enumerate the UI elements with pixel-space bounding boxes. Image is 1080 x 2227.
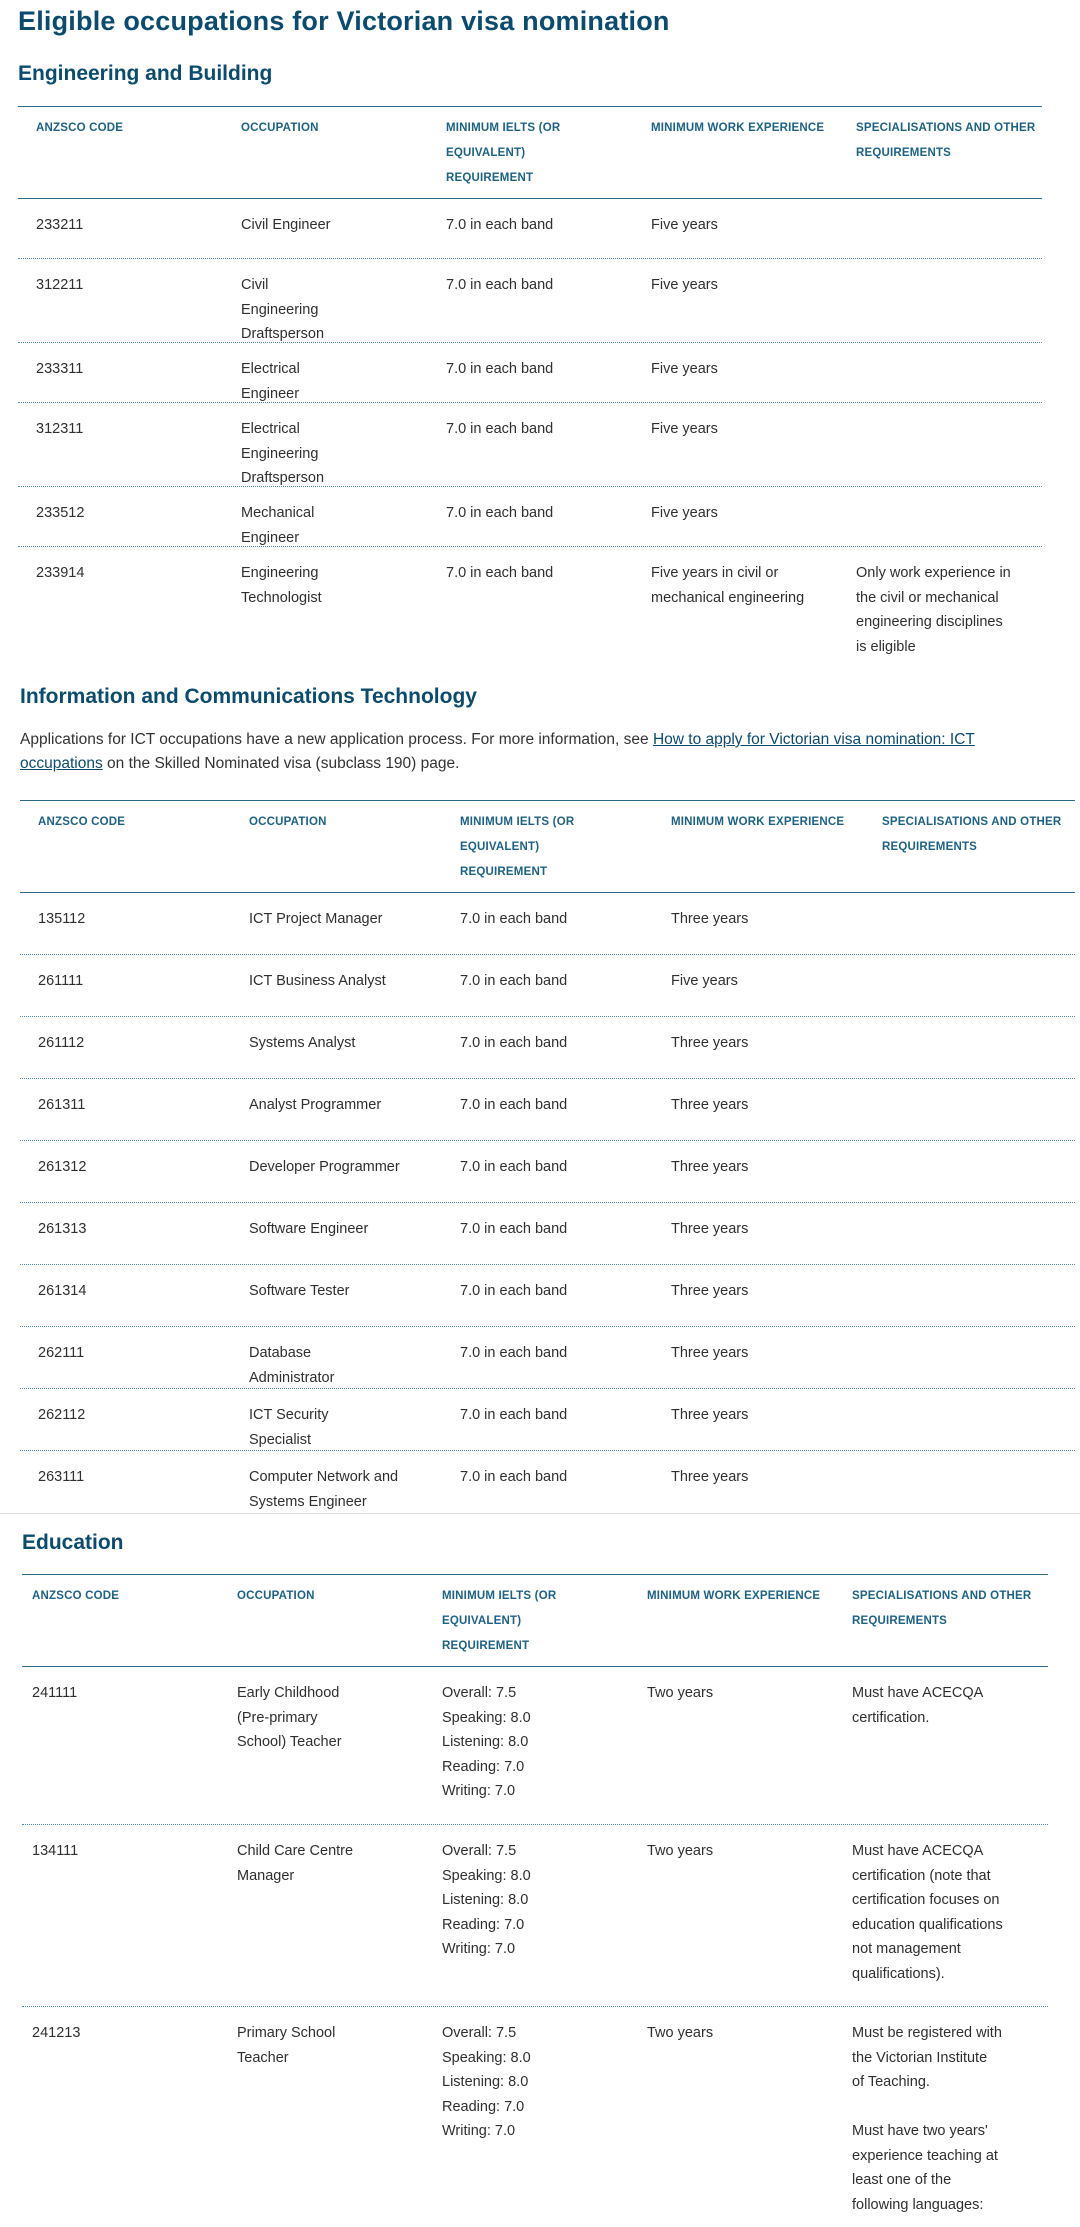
column-header: SPECIALISATIONS AND OTHER REQUIREMENTS xyxy=(882,816,1062,853)
ielts-requirement: 7.0 in each band xyxy=(460,1221,568,1237)
anzsco-code: 233311 xyxy=(36,361,84,377)
specialisations xyxy=(838,259,1042,342)
ielts-requirement: 7.0 in each band xyxy=(460,1407,568,1423)
ielts-requirement: Overall: 7.5 Speaking: 8.0 Listening: 8.0 Reading: 7.0 Writing: 7.0 xyxy=(442,1685,531,1799)
table-engineering xyxy=(18,106,1042,679)
specialisations xyxy=(864,1141,1075,1202)
table-row xyxy=(20,955,1075,1017)
column-header: MINIMUM WORK EXPERIENCE xyxy=(647,1590,821,1602)
work-experience: Three years xyxy=(671,1345,749,1361)
work-experience: Three years xyxy=(671,1221,749,1237)
specialisations xyxy=(864,1203,1075,1264)
specialisations xyxy=(864,1451,1075,1513)
section-education xyxy=(22,1531,124,1555)
occupation: Electrical Engineering Draftsperson xyxy=(241,421,325,486)
ielts-requirement: 7.0 in each band xyxy=(446,361,554,377)
table-row xyxy=(20,1079,1075,1141)
ielts-requirement: 7.0 in each band xyxy=(446,277,554,293)
table-header xyxy=(22,1575,1048,1667)
table-row xyxy=(20,1451,1075,1513)
anzsco-code: 261314 xyxy=(38,1283,87,1299)
table-row xyxy=(20,1265,1075,1327)
anzsco-code: 261311 xyxy=(38,1097,86,1113)
specialisations xyxy=(864,1079,1075,1140)
table-row xyxy=(18,199,1042,259)
occupation: Early Childhood (Pre-primary School) Teacher xyxy=(237,1685,342,1750)
ielts-requirement: 7.0 in each band xyxy=(460,1097,568,1113)
ielts-requirement: 7.0 in each band xyxy=(446,421,554,437)
table-row xyxy=(22,1825,1048,2007)
work-experience: Five years xyxy=(671,973,738,989)
ielts-requirement: 7.0 in each band xyxy=(460,1283,568,1299)
ielts-requirement: 7.0 in each band xyxy=(460,1035,568,1051)
occupation: Software Tester xyxy=(249,1283,350,1299)
work-experience: Five years xyxy=(651,277,718,293)
table-row xyxy=(22,2007,1048,2227)
specialisations xyxy=(838,403,1042,486)
anzsco-code: 261111 xyxy=(38,973,84,989)
column-header: ANZSCO CODE xyxy=(32,1590,120,1602)
work-experience: Five years xyxy=(651,361,718,377)
section-ict xyxy=(20,685,477,709)
occupation: Civil Engineering Draftsperson xyxy=(241,277,325,342)
anzsco-code: 233914 xyxy=(36,565,85,581)
anzsco-code: 262112 xyxy=(38,1407,86,1423)
specialisations xyxy=(864,955,1075,1016)
specialisations xyxy=(864,1265,1075,1326)
table-row xyxy=(20,1327,1075,1389)
work-experience: Five years xyxy=(651,217,718,233)
occupation: Mechanical Engineer xyxy=(241,505,315,546)
column-header: MINIMUM IELTS (OR EQUIVALENT) REQUIREMENT xyxy=(442,1590,557,1652)
specialisations: Must have ACECQA certification (note that certification focuses on education qualifications not management qualifications). xyxy=(852,1843,1003,1982)
column-header: MINIMUM WORK EXPERIENCE xyxy=(671,816,845,828)
specialisations xyxy=(864,1389,1075,1450)
table-row xyxy=(20,1141,1075,1203)
anzsco-code: 312211 xyxy=(36,277,84,293)
occupation: Database Administrator xyxy=(249,1345,335,1386)
anzsco-code: 135112 xyxy=(38,911,86,927)
ielts-requirement: 7.0 in each band xyxy=(460,1345,568,1361)
table-row xyxy=(20,1017,1075,1079)
section-divider xyxy=(0,1513,1080,1514)
ielts-requirement: 7.0 in each band xyxy=(460,911,568,927)
page-title: Eligible occupations for Victorian visa nomination xyxy=(18,6,670,36)
section-title-ict: Information and Communications Technology xyxy=(20,685,477,708)
column-header: OCCUPATION xyxy=(241,122,319,134)
ielts-requirement: Overall: 7.5 Speaking: 8.0 Listening: 8.0 Reading: 7.0 Writing: 7.0 xyxy=(442,2025,531,2139)
column-header: MINIMUM IELTS (OR EQUIVALENT) REQUIREMENT xyxy=(446,122,561,184)
table-row xyxy=(18,259,1042,343)
table-header xyxy=(20,801,1075,893)
section-title-education: Education xyxy=(22,1531,124,1554)
section-engineering xyxy=(18,62,272,86)
work-experience: Three years xyxy=(671,1159,749,1175)
work-experience: Two years xyxy=(647,1843,714,1859)
occupation: Developer Programmer xyxy=(249,1159,400,1175)
anzsco-code: 241111 xyxy=(32,1685,78,1701)
occupation: Primary School Teacher xyxy=(237,2025,336,2066)
table-ict xyxy=(20,800,1075,1513)
work-experience: Five years xyxy=(651,421,718,437)
table-row xyxy=(22,1667,1048,1825)
ielts-requirement: 7.0 in each band xyxy=(446,217,554,233)
column-header: OCCUPATION xyxy=(249,816,327,828)
work-experience: Five years in civil or mechanical engineering xyxy=(651,565,805,606)
ict-intro-text xyxy=(20,728,1060,776)
ielts-requirement: 7.0 in each band xyxy=(460,1159,568,1175)
ict-intro-after: on the Skilled Nominated visa (subclass 190) page. xyxy=(102,755,460,772)
column-header: OCCUPATION xyxy=(237,1590,315,1602)
anzsco-code: 134111 xyxy=(32,1843,79,1859)
occupation: ICT Project Manager xyxy=(249,911,383,927)
specialisations xyxy=(864,893,1075,954)
occupation: Software Engineer xyxy=(249,1221,369,1237)
table-row xyxy=(20,893,1075,955)
table-row xyxy=(20,1389,1075,1451)
ielts-requirement: 7.0 in each band xyxy=(460,973,568,989)
specialisations: Must be registered with the Victorian Institute of Teaching. Must have two years' experience teaching at least one of the following languages: xyxy=(852,2025,1002,2213)
work-experience: Three years xyxy=(671,1407,749,1423)
ict-apply-link[interactable]: How to apply for Victorian visa nomination: ICT occupations xyxy=(20,731,975,772)
occupation: Electrical Engineer xyxy=(241,361,300,402)
table-row xyxy=(18,343,1042,403)
column-header: SPECIALISATIONS AND OTHER REQUIREMENTS xyxy=(856,122,1036,159)
work-experience: Three years xyxy=(671,911,749,927)
table-education xyxy=(22,1574,1048,2227)
specialisations xyxy=(864,1327,1075,1388)
work-experience: Two years xyxy=(647,2025,714,2041)
anzsco-code: 261112 xyxy=(38,1035,85,1051)
work-experience: Three years xyxy=(671,1469,749,1485)
anzsco-code: 241213 xyxy=(32,2025,81,2041)
specialisations xyxy=(838,343,1042,402)
occupation: Child Care Centre Manager xyxy=(237,1843,354,1884)
anzsco-code: 261312 xyxy=(38,1159,87,1175)
specialisations xyxy=(838,199,1042,258)
anzsco-code: 261313 xyxy=(38,1221,87,1237)
work-experience: Three years xyxy=(671,1097,749,1113)
table-header xyxy=(18,107,1042,199)
anzsco-code: 262111 xyxy=(38,1345,85,1361)
occupation: Analyst Programmer xyxy=(249,1097,382,1113)
ict-intro-before: Applications for ICT occupations have a new application process. For more information, see xyxy=(20,731,653,748)
table-row xyxy=(20,1203,1075,1265)
occupation: Computer Network and Systems Engineer xyxy=(249,1469,399,1510)
column-header: ANZSCO CODE xyxy=(38,816,126,828)
occupation: Systems Analyst xyxy=(249,1035,356,1051)
work-experience: Three years xyxy=(671,1283,749,1299)
ielts-requirement: 7.0 in each band xyxy=(446,505,554,521)
anzsco-code: 233211 xyxy=(36,217,84,233)
occupation: Civil Engineer xyxy=(241,217,331,233)
occupation: ICT Security Specialist xyxy=(249,1407,329,1448)
work-experience: Three years xyxy=(671,1035,749,1051)
specialisations: Only work experience in the civil or mechanical engineering disciplines is eligible xyxy=(856,565,1011,655)
work-experience: Two years xyxy=(647,1685,714,1701)
work-experience: Five years xyxy=(651,505,718,521)
ict-intro xyxy=(20,728,1060,776)
column-header: MINIMUM IELTS (OR EQUIVALENT) REQUIREMENT xyxy=(460,816,575,878)
specialisations xyxy=(864,1017,1075,1078)
specialisations xyxy=(838,487,1042,546)
anzsco-code: 312311 xyxy=(36,421,84,437)
ielts-requirement: 7.0 in each band xyxy=(460,1469,568,1485)
table-row xyxy=(18,487,1042,547)
anzsco-code: 233512 xyxy=(36,505,85,521)
occupation: Engineering Technologist xyxy=(241,565,322,606)
table-row xyxy=(18,547,1042,679)
section-title-engineering: Engineering and Building xyxy=(18,62,273,85)
anzsco-code: 263111 xyxy=(38,1469,85,1485)
ielts-requirement: 7.0 in each band xyxy=(446,565,554,581)
column-header: MINIMUM WORK EXPERIENCE xyxy=(651,122,825,134)
column-header: ANZSCO CODE xyxy=(36,122,124,134)
column-header: SPECIALISATIONS AND OTHER REQUIREMENTS xyxy=(852,1590,1032,1627)
occupation: ICT Business Analyst xyxy=(249,973,386,989)
specialisations: Must have ACECQA certification. xyxy=(852,1685,984,1726)
ielts-requirement: Overall: 7.5 Speaking: 8.0 Listening: 8.0 Reading: 7.0 Writing: 7.0 xyxy=(442,1843,531,1957)
table-row xyxy=(18,403,1042,487)
